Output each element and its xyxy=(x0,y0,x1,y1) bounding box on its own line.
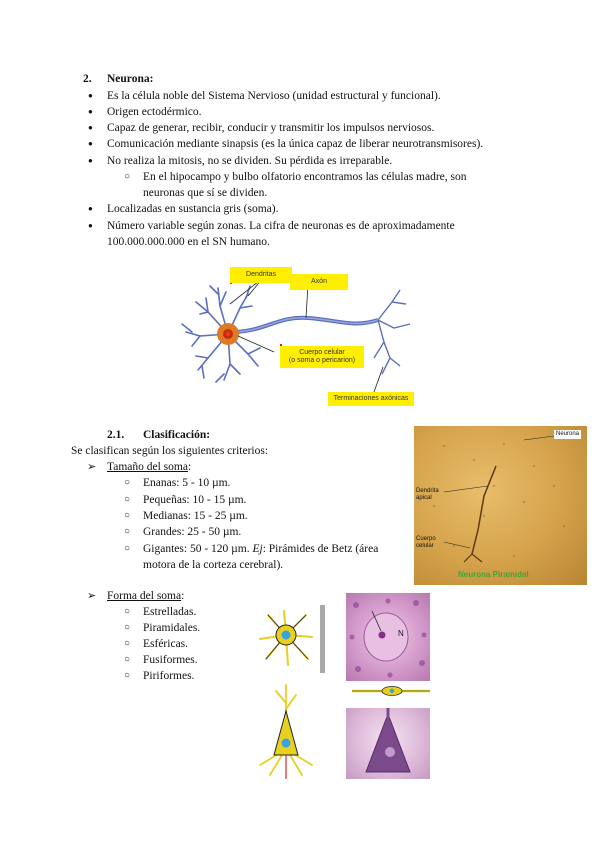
stellate-neuron-image xyxy=(250,605,325,673)
forma-heading xyxy=(107,588,184,604)
cuerpo-micro-line-2: celular xyxy=(416,543,434,549)
bullet-item: ● Es la célula noble del Sistema Nervioso (unidad estructural y funcional). xyxy=(107,88,441,104)
gigantes-ej: Ej xyxy=(252,543,263,555)
subsection-title: Clasificación: xyxy=(143,429,211,441)
neurona-label: Neurona xyxy=(556,431,580,437)
tamano-item: ○ Enanas: 5 - 10 µm. xyxy=(143,475,230,491)
gigantes-continuation: motora de la corteza cerebral). xyxy=(143,559,284,571)
fusiform-neuron-image xyxy=(350,684,432,698)
pyramidal-neuron-image xyxy=(250,683,322,779)
tamano-item: ○ Medianas: 15 - 25 µm. xyxy=(143,508,248,524)
intro-text: Se clasifican según los siguientes criterios: xyxy=(71,445,269,457)
histo-n-label: N xyxy=(398,629,404,638)
tamano-suffix: : xyxy=(187,461,192,473)
cuerpo-line-2: (o soma o pericarion) xyxy=(288,357,356,364)
subsection-number: 2.1. xyxy=(107,429,125,441)
tamano-heading xyxy=(107,459,191,475)
spherical-neuron-histology xyxy=(346,593,430,681)
axon-label: Axón xyxy=(290,274,348,290)
gigantes-pre: Gigantes: 50 - 120 µm. xyxy=(143,543,253,555)
forma-item: ○ Estrelladas. xyxy=(143,604,196,620)
bullet-item: ● No realiza la mitosis, no se dividen. Su pérdida es irreparable. xyxy=(107,153,392,169)
cuerpo-micro-line-1: Cuerpo xyxy=(416,536,436,542)
cuerpo-line-1: Cuerpo celular xyxy=(299,349,345,356)
cuerpo-celular-label xyxy=(280,346,364,368)
tamano-item: ○ Pequeñas: 10 - 15 µm. xyxy=(143,492,246,508)
dendrita-apical-label xyxy=(416,488,439,502)
cuerpo-celular-micro-label xyxy=(416,536,436,550)
neurona-piramidal-caption: Neurona Piramidal xyxy=(458,570,529,579)
pyramidal-neuron-histology xyxy=(346,708,430,779)
sub-bullet-continuation: neuronas que sí se dividen. xyxy=(143,187,268,199)
pyramidal-micrograph xyxy=(414,426,587,585)
dendrita-line-1: Dendrita xyxy=(416,488,439,494)
sub-bullet-item: ○ En el hipocampo y bulbo olfatorio encontramos las células madre, son xyxy=(143,169,467,185)
bullet-item: ● Localizadas en sustancia gris (soma). xyxy=(107,201,278,217)
dendritas-label: Dendritas xyxy=(230,267,292,283)
dendrita-line-2: apical xyxy=(416,495,432,501)
bullet-item: ● Capaz de generar, recibir, conducir y transmitir los impulsos nerviosos. xyxy=(107,120,434,136)
forma-suffix: : xyxy=(181,590,185,602)
section-number: 2. xyxy=(83,73,92,85)
forma-item: ○ Esféricas. xyxy=(143,636,188,652)
bullet-continuation: 100.000.000.000 en el SN humano. xyxy=(107,236,270,248)
tamano-item: ○ Grandes: 25 - 50 µm. xyxy=(143,524,241,540)
forma-item: ○ Piriformes. xyxy=(143,668,194,684)
tamano-label: Tamaño del soma xyxy=(107,461,188,473)
forma-item: ○ Piramidales. xyxy=(143,620,200,636)
forma-item: ○ Fusiformes. xyxy=(143,652,198,668)
section-title: Neurona: xyxy=(107,73,154,85)
bullet-item: ● Origen ectodérmico. xyxy=(107,104,202,120)
terminaciones-label: Terminaciones axónicas xyxy=(328,392,414,406)
tamano-item-gigantes xyxy=(143,541,378,557)
bullet-item: ● Comunicación mediante sinapsis (es la única capaz de liberar neurotransmisores). xyxy=(107,136,483,152)
bullet-item: ● Número variable según zonas. La cifra de neuronas es de aproximadamente xyxy=(107,218,455,234)
gigantes-post: : Pirámides de Betz (área xyxy=(262,543,379,555)
neuron-diagram xyxy=(178,262,418,408)
forma-label: Forma del soma xyxy=(107,590,182,602)
